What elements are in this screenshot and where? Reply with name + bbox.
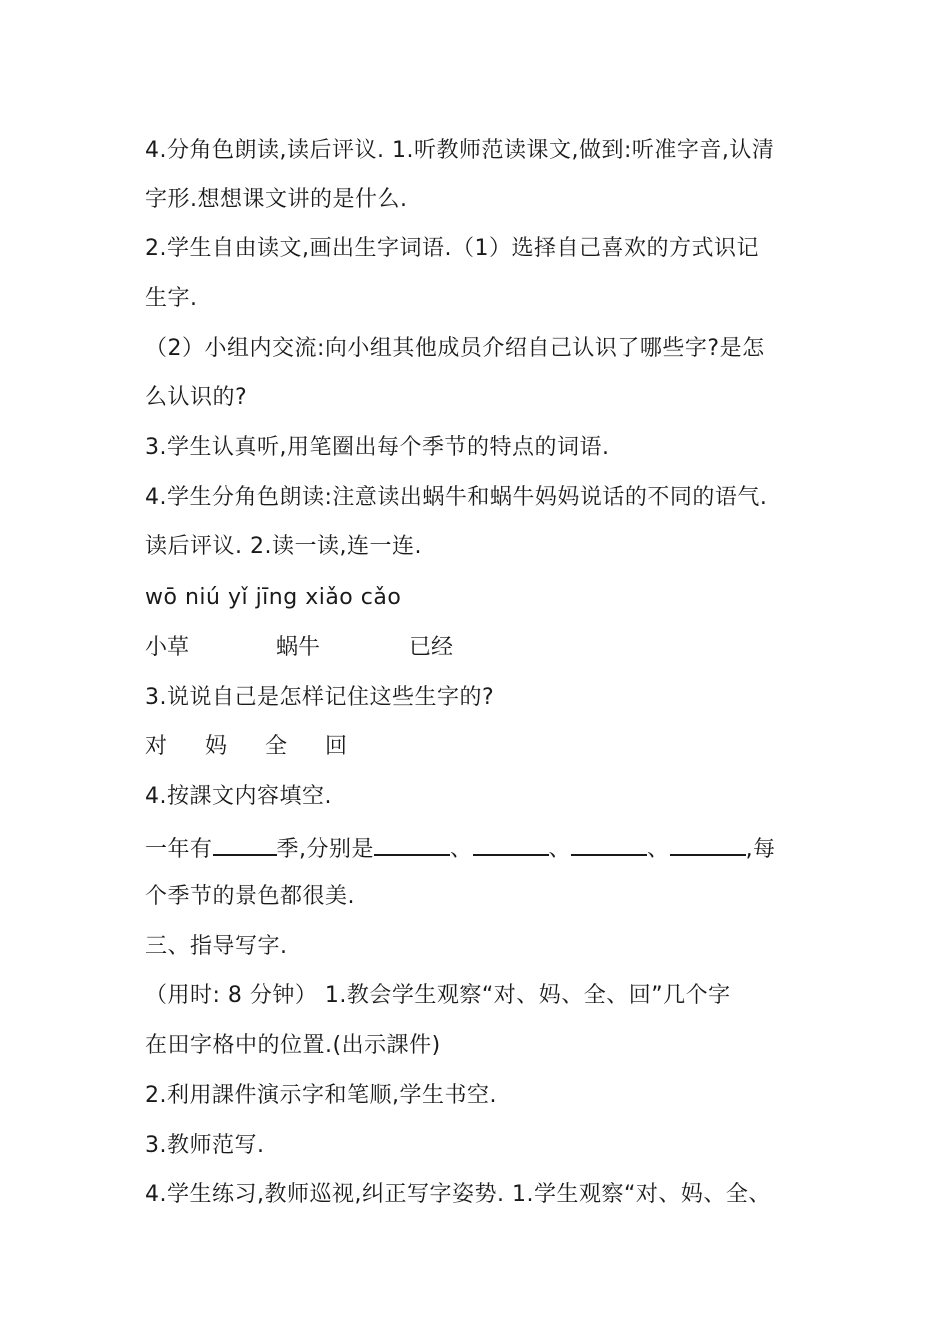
pinyin-line: wō niú yǐ jīng xiǎo cǎo: [145, 585, 402, 610]
fill-text: 、: [450, 837, 473, 862]
word-item: 蜗牛: [276, 635, 321, 660]
text-line: 个季节的景色都很美.: [145, 884, 355, 909]
char-item: 全: [265, 734, 288, 759]
word-item: 已经: [409, 635, 454, 660]
text-line: 在田字格中的位置.(出示課件): [145, 1033, 441, 1058]
fill-text: 季,分别是: [276, 837, 375, 862]
fill-blank-line: [145, 832, 776, 865]
text-line: 2.学生自由读文,画出生字词语.（1）选择自己喜欢的方式识记: [145, 236, 759, 261]
section-heading: 三、指导写字.: [145, 934, 288, 959]
text-line: 4.分角色朗读,读后评议. 1.听教师范读课文,做到:听准字音,认清: [145, 138, 775, 163]
text-line: 么认识的?: [145, 385, 248, 410]
blank-field[interactable]: [213, 832, 277, 856]
blank-field[interactable]: [374, 832, 450, 856]
fill-text: 、: [647, 837, 670, 862]
fill-text: ,每: [745, 837, 776, 862]
char-item: 回: [325, 734, 348, 759]
blank-field[interactable]: [473, 832, 549, 856]
blank-field[interactable]: [571, 832, 647, 856]
text-line: 3.教师范写.: [145, 1133, 265, 1158]
text-line: （用时: 8 分钟） 1.教会学生观察“对、妈、全、回”几个字: [145, 983, 731, 1008]
char-item: 妈: [205, 734, 228, 759]
text-line: 读后评议. 2.读一读,连一连.: [145, 534, 422, 559]
text-line: 生字.: [145, 286, 198, 311]
fill-text: 、: [548, 837, 572, 862]
char-item: 对: [145, 734, 168, 759]
blank-field[interactable]: [670, 832, 746, 856]
word-item: 小草: [145, 635, 190, 660]
text-line: 字形.想想课文讲的是什么.: [145, 187, 408, 212]
text-line: 4.学生练习,教师巡视,纠正写字姿势. 1.学生观察“对、妈、全、: [145, 1182, 771, 1207]
fill-text: 一年有: [145, 837, 213, 862]
text-line: 3.学生认真听,用笔圈出每个季节的特点的词语.: [145, 435, 610, 460]
text-line: 4.学生分角色朗读:注意读出蜗牛和蜗牛妈妈说话的不同的语气.: [145, 485, 768, 510]
text-line: 2.利用課件演示字和笔顺,学生书空.: [145, 1083, 497, 1108]
text-line: 3.说说自己是怎样记住这些生字的?: [145, 685, 495, 710]
text-line: （2）小组内交流:向小组其他成员介绍自己认识了哪些字?是怎: [145, 336, 765, 361]
text-line: 4.按課文内容填空.: [145, 784, 332, 809]
